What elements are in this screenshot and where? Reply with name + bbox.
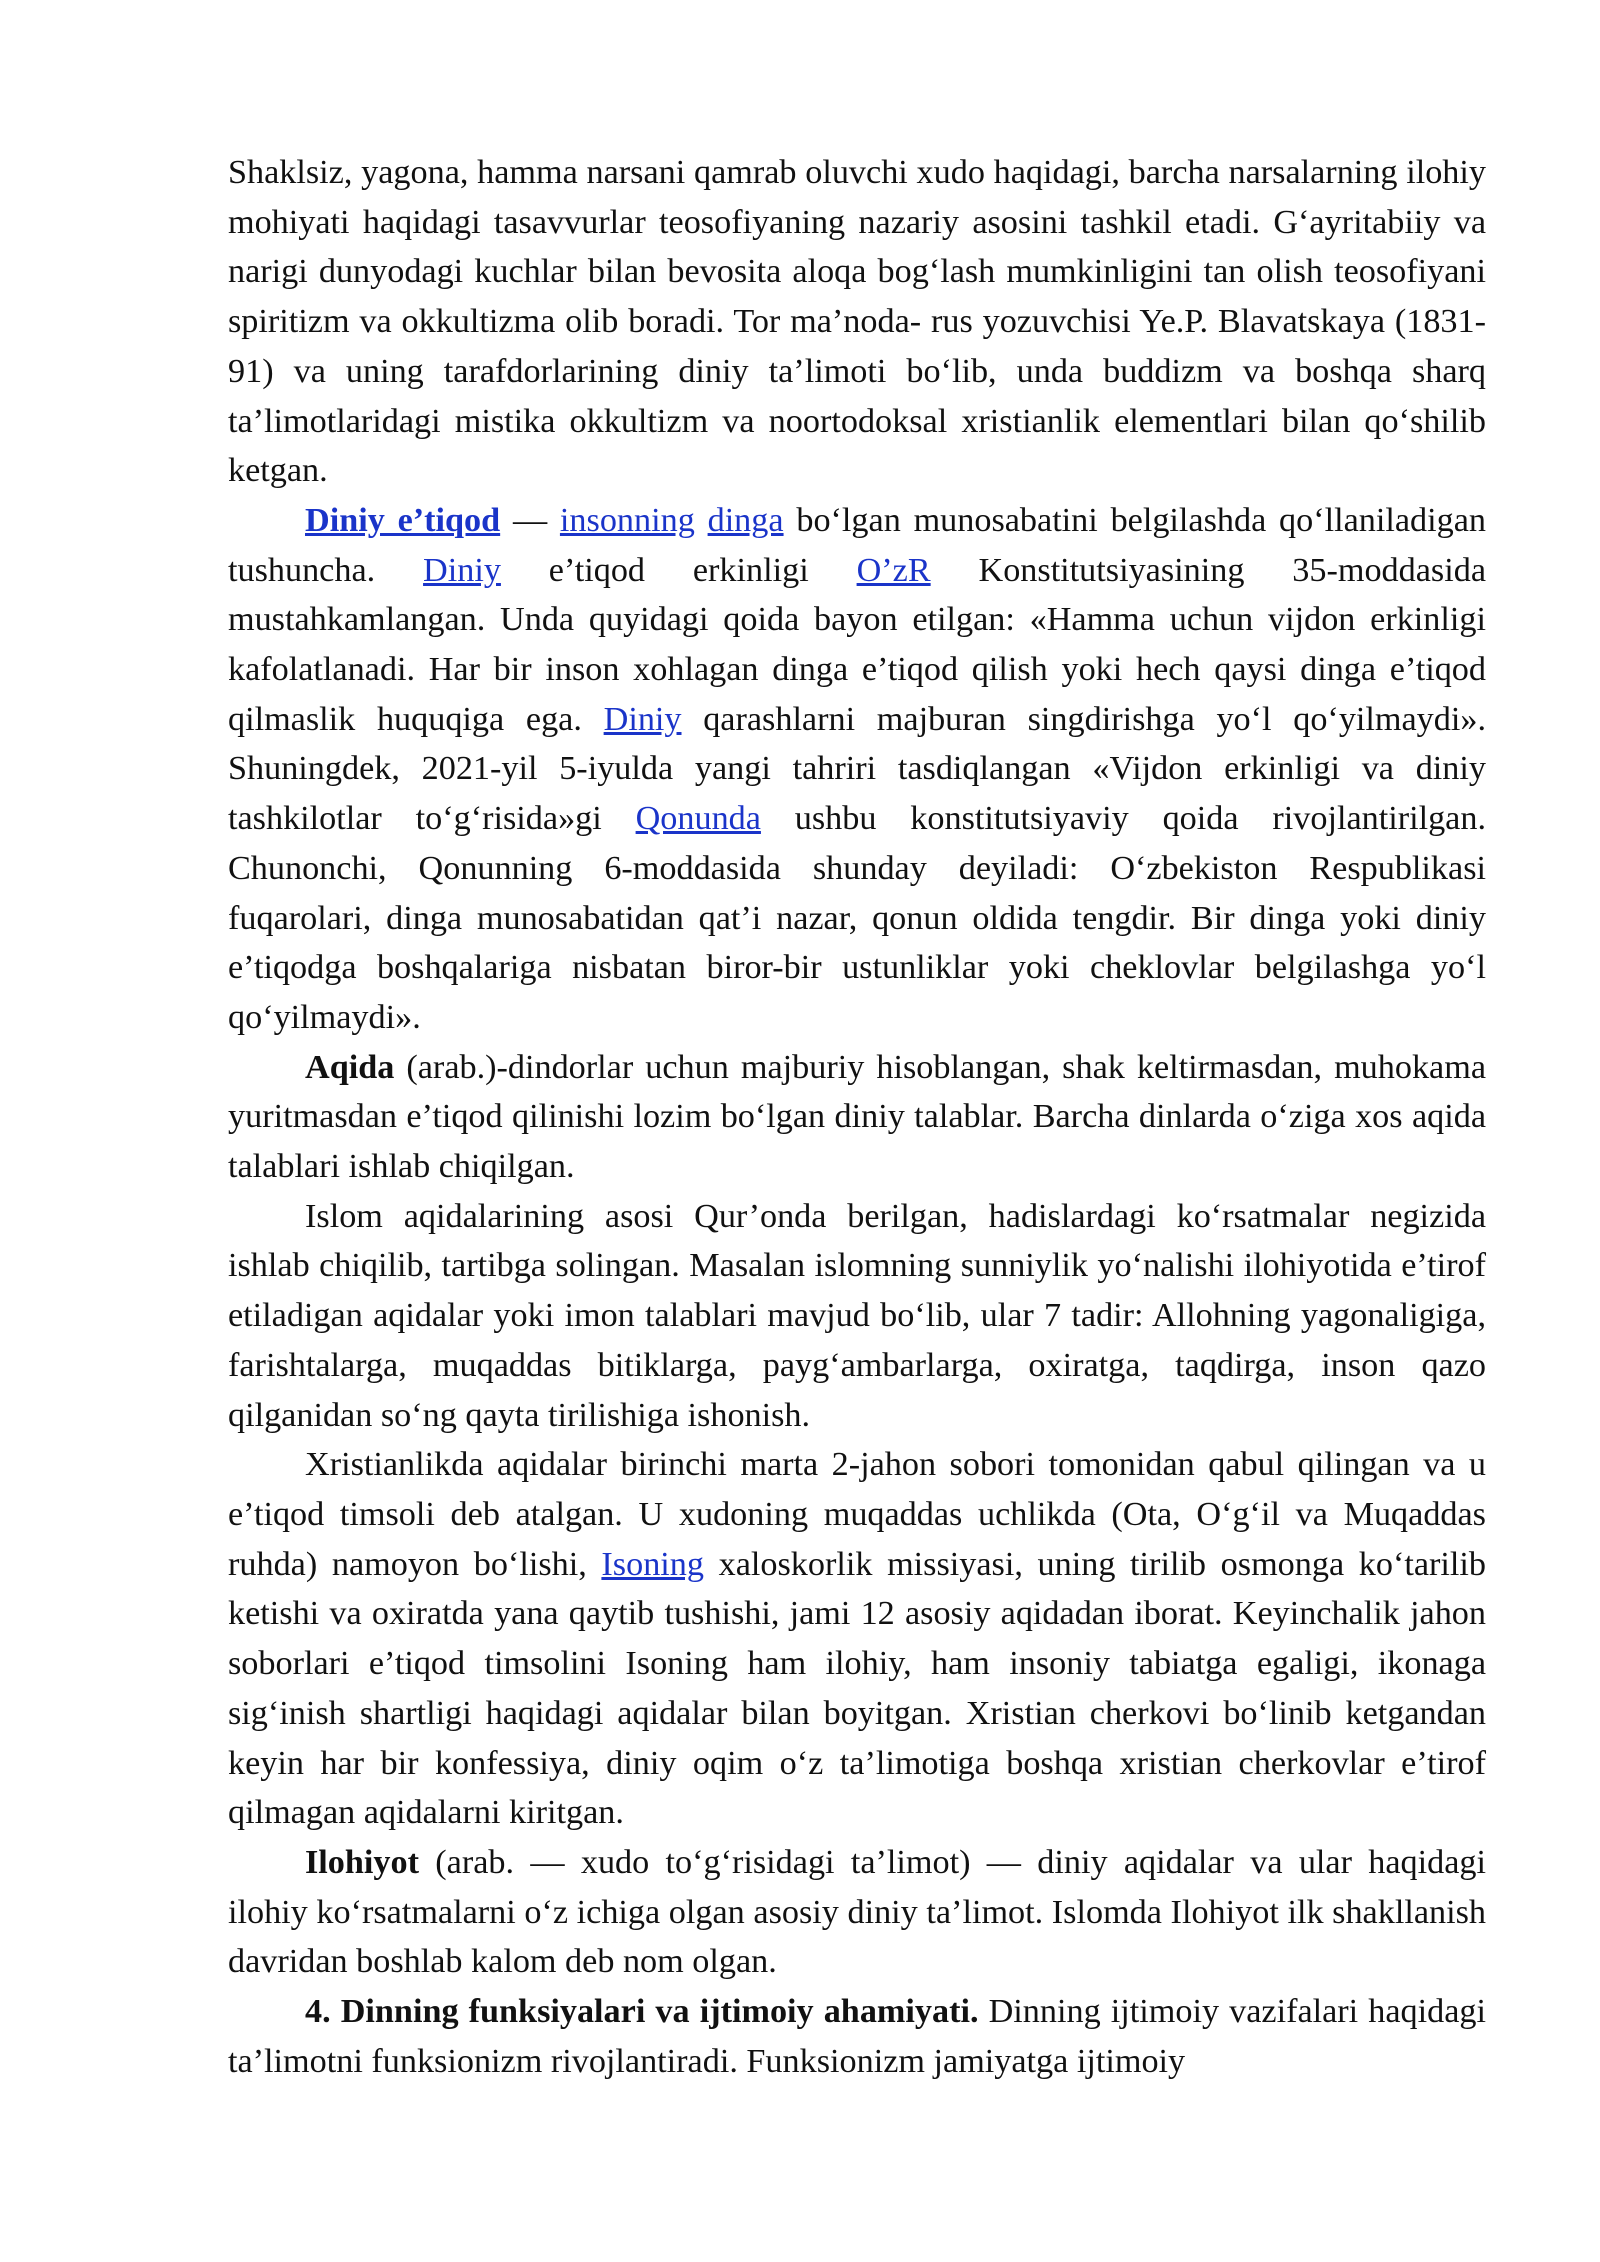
text-segment <box>695 502 708 539</box>
link-qonunda[interactable]: Qonunda <box>635 800 761 838</box>
link-dinga[interactable]: dinga <box>707 501 784 539</box>
paragraph-text: (arab.)-dindorlar uchun majburiy hisoblangan, shak keltirmasdan, muhokama yuritmasdan e’tiqod qilinishi lozim bo‘lgan diniy talablar. Barcha dinlarda o‘ziga xos aqida talablari ishlab chiqilgan. <box>228 1048 1486 1186</box>
paragraph-teosofiya <box>228 148 1486 496</box>
term-aqida: Aqida <box>305 1048 395 1086</box>
paragraph-aqida <box>228 1043 1486 1192</box>
text-segment: — <box>500 501 560 539</box>
text-segment: bo‘lgan munosabatini belgilashda qo‘llaniladigan tushuncha. <box>228 501 1487 589</box>
paragraph-text: Islom aqidalarining asosi Qur’onda berilgan, hadislardagi ko‘rsatmalar negizida ishlab chiqilib, tartibga solingan. Masalan islomning sunniylik yo‘nalishi ilohiyotida e’tirof etiladigan aqidalar yoki imon talablari mavjud bo‘lib, ular 7 tadir: Allohning yagonaligiga, farishtalarga, muqaddas bitiklarga, payg‘ambarlarga, oxiratga, taqdirga, inson qazo qilganidan so‘ng qayta tirilishiga ishonish. <box>228 1197 1486 1434</box>
paragraph-text: (arab. — xudo to‘g‘risidagi ta’limot) — diniy aqidalar va ular haqidagi ilohiy ko‘rsatmalarni o‘z ichiga olgan asosiy diniy ta’limot. Islomda Ilohiyot ilk shakllanish davridan boshlab kalom deb nom olgan. <box>228 1843 1486 1981</box>
link-insonning[interactable]: insonning <box>559 501 695 539</box>
paragraph-xristianlik <box>228 1440 1486 1838</box>
term-diniy-etiqod: Diniy e’tiqod <box>305 501 501 539</box>
text-segment: ushbu konstitutsiyaviy qoida rivojlantirilgan. Chunonchi, Qonunning 6-moddasida shunday deyiladi: O‘zbekiston Respublikasi fuqarolari, dinga munosabatidan qat’i nazar, qonun oldida tengdir. Bir dinga yoki diniy e’tiqodga boshqalariga nisbatan biror-bir ustunliklar yoki cheklovlar belgilashga yo‘l qo‘yilmaydi». <box>228 800 1486 1036</box>
section-heading: 4. Dinning funksiyalari va ijtimoiy ahamiyati. <box>305 1993 979 2031</box>
document-page <box>228 148 1486 2086</box>
link-diniy-2[interactable]: Diniy <box>603 700 682 738</box>
paragraph-dinning-funksiyalari <box>228 1987 1486 2086</box>
term-ilohiyot: Ilohiyot <box>305 1843 419 1881</box>
paragraph-ilohiyot <box>228 1838 1486 1987</box>
link-isoning[interactable]: Isoning <box>601 1545 704 1583</box>
term-link-diniy-etiqod[interactable] <box>305 502 500 539</box>
paragraph-text: Dinning ijtimoiy vazifalari haqidagi ta’limotni funksionizm rivojlantiradi. Funksionizm jamiyatga ijtimoiy <box>228 1993 1486 2080</box>
paragraph-text: Shaklsiz, yagona, hamma narsani qamrab oluvchi xudo haqidagi, barcha narsalarning ilohiy mohiyati haqidagi tasavvurlar teosofiyaning nazariy asosini tashkil etadi. G‘ayritabiiy va narigi dunyodagi kuchlar bilan bevosita aloqa bog‘lash mumkinligini tan olish teosofiyani spiritizm va okkultizma olib boradi. Tor ma’noda- rus yozuvchisi Ye.P. Blavatskaya (1831-91) va uning tarafdorlarining diniy ta’limoti bo‘lib, unda buddizm va boshqa sharq ta’limotlaridagi mistika okkultizm va noortodoksal xristianlik elementlari bilan qo‘shilib ketgan. <box>228 154 1486 490</box>
text-segment: e’tiqod erkinligi <box>500 551 857 589</box>
paragraph-diniy-etiqod <box>228 496 1486 1043</box>
text-segment: Konstitutsiyasining 35-moddasida mustahkamlangan. Unda quyidagi qoida bayon etilgan: «Hamma uchun vijdon erkinligi kafolatlanadi. Har bir inson xohlagan dinga e’tiqod qilish yoki hech qaysi dinga e’tiqod qilmaslik huquqiga ega. <box>228 551 1486 738</box>
link-ozr[interactable]: O’zR <box>856 551 931 589</box>
link-diniy[interactable]: Diniy <box>423 551 501 589</box>
text-segment: qarashlarni majburan singdirishga yo‘l qo‘yilmaydi». Shuningdek, 2021-yil 5-iyulda yangi tahriri tasdiqlangan «Vijdon erkinligi va diniy tashkilotlar to‘g‘risida»gi <box>228 700 1487 838</box>
paragraph-islom-aqidalari <box>228 1192 1486 1441</box>
text-segment: xaloskorlik missiyasi, uning tirilib osmonga ko‘tarilib ketishi va oxiratda yana qaytib tushishi, jami 12 asosiy aqidadan iborat. Keyinchalik jahon soborlari e’tiqod timsolini Isoning ham ilohiy, ham insoniy tabiatga egaligi, ikonaga sig‘inish shartligi haqidagi aqidalar bilan boyitgan. Xristian cherkovi bo‘linib ketgandan keyin har bir konfessiya, diniy oqim o‘z ta’limotiga boshqa xristian cherkovlar e’tirof qilmagan aqidalarni kiritgan. <box>228 1545 1486 1832</box>
text-segment: Xristianlikda aqidalar birinchi marta 2-jahon sobori tomonidan qabul qilingan va u e’tiqod timsoli deb atalgan. U xudoning muqaddas uchlikda (Ota, O‘g‘il va Muqaddas ruhda) namoyon bo‘lishi, <box>228 1446 1486 1583</box>
